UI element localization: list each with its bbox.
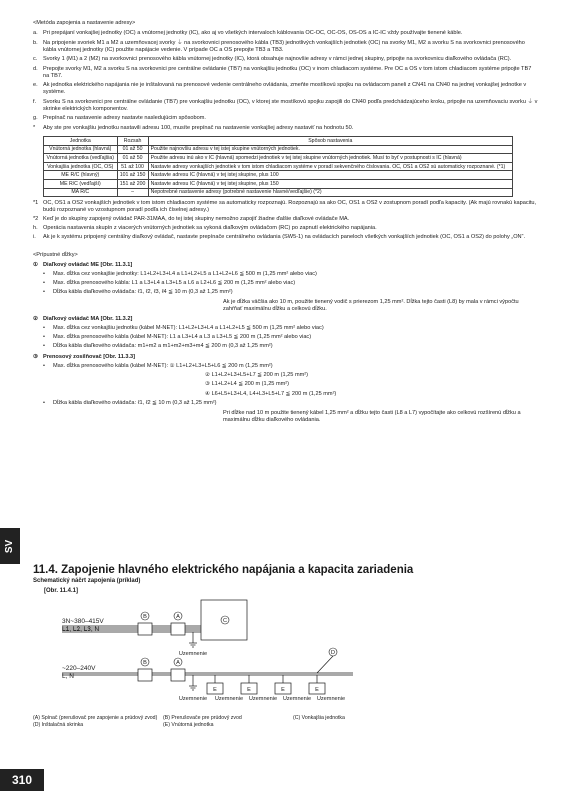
page-number: 310 <box>0 769 44 791</box>
supply2-lines: L, N <box>62 673 74 680</box>
instruction-text: Prepínač na nastavenie adresy nastavte nasledujúcim spôsobom. <box>43 115 206 122</box>
marker-e-2: E <box>247 687 251 693</box>
figure-tag: [Obr. 11.4.1] <box>44 588 79 594</box>
legend-item: (C) Vonkajšia jednotka <box>293 715 345 721</box>
ground-label-5: Uzemnenie <box>316 696 346 702</box>
instruction-label: g. <box>33 115 38 122</box>
legend-text: Vonkajšia jednotka <box>301 715 345 721</box>
note-text: Operácia nastavenia skupín z viacerých vnútorných jednotiek sa vykoná diaľkovým ovládačom (RC) po zapnutí elektrického napájania. <box>43 225 377 232</box>
address-table <box>43 136 513 197</box>
section-title <box>33 262 538 269</box>
instruction-label: e. <box>33 82 38 89</box>
marker-e-3: E <box>281 687 285 693</box>
instruction-item <box>33 99 538 113</box>
instruction-item <box>33 82 538 96</box>
legend-text: Inštalačná skrinka <box>41 722 84 728</box>
bullet-text: Max. dĺžka prenosového kábla: L1 a L3+L4 a L3+L5 a L6 a L2+L6 ≦ 200 m (1,25 mm² alebo viac) <box>53 280 296 287</box>
instruction-item <box>33 115 538 122</box>
bullet-dot: • <box>43 400 45 407</box>
marker-a-top: A <box>176 614 180 620</box>
table-header-cell: Spôsob nastavenia <box>148 136 512 145</box>
bullet-item <box>33 343 538 350</box>
table-cell: Použite adresu inú ako v IC (hlavná) spomedzi jednotiek v tej istej skupine vnútorných jednotiek. Musí to byť v postupnosti s IC (hlavná) <box>148 154 512 163</box>
ground-label-4: Uzemnenie <box>282 696 312 702</box>
table-row <box>44 154 513 163</box>
diagram-legend <box>33 715 503 729</box>
section-title-text: Diaľkový ovládač ME [Obr. 11.3.1] <box>43 261 133 268</box>
instruction-label: f. <box>33 98 37 105</box>
bullet-dot: • <box>43 289 45 296</box>
instruction-item <box>33 40 538 54</box>
note-text: OC, OS1 a OS2 vonkajších jednotiek v tom istom chladiacom systéme sa automaticky rozpoznajú. Rozpoznajú sa ako OC, OS1 a OS2 v zostupnom poradí podľa kapacity. (Ak majú rovnakú kapacitu, budú rozpoznané vo vzostupnom poradí podľa ich číselnej adresy.) <box>43 200 537 214</box>
note-label: h. <box>33 225 38 232</box>
note-text: Keď je do skupiny zapojený ovládač PAR-31MAA, do tej istej skupiny nemožno zapojiť žiadne ďalšie diaľkové ovládače MA. <box>43 216 350 223</box>
ground-label-1: Uzemnenie <box>178 696 208 702</box>
table-cell: 101 až 150 <box>117 171 148 180</box>
marker-e-4: E <box>315 687 319 693</box>
table-cell: Nastavte adresu IC (hlavná) v tej istej skupine, plus 100 <box>148 171 512 180</box>
amplifier-path: ② L1+L2+L3+L5+L7 ≦ 200 m (1,25 mm²) <box>205 371 308 378</box>
bullet-text: Max. dĺžka prenosového kábla (kábel M-NET): L1 a L3+L4 a L3 a L3+L5 ≦ 200 m (1,25 mm² alebo viac) <box>53 334 312 341</box>
bullet-item <box>33 325 538 332</box>
bullet-continuation: Pri dĺžke nad 10 m použite tienený kábel 1,25 mm² a dĺžku tejto časti (L8 a L7) vypočítajte ako celkovú rozšírenú dĺžku a maximálnu dĺžku diaľkového ovládania. <box>223 409 521 423</box>
bullet-text: Dĺžka kábla diaľkového ovládača: ℓ1, ℓ2, ℓ3, ℓ4 ≦ 10 m (0,3 až 1,25 mm²) <box>53 289 233 296</box>
legend-mark: B <box>164 715 169 721</box>
document-body <box>33 20 538 426</box>
instruction-item <box>33 30 538 37</box>
note-label: i. <box>33 234 36 241</box>
bullet-item <box>33 363 538 370</box>
legend-text: Spínač (prerušovač pre zapojenie a prúdový zvod) <box>41 715 158 721</box>
method-title: <Metóda zapojenia a nastavenie adresy> <box>33 20 136 26</box>
table-cell: 01 až 50 <box>117 154 148 163</box>
table-row <box>44 171 513 180</box>
marker-b-bottom: B <box>143 660 147 666</box>
note-item <box>33 200 538 214</box>
instruction-item <box>33 66 538 80</box>
lengths-title: <Prípustné dĺžky> <box>33 251 78 258</box>
note-text: Ak je k systému pripojený centrálny diaľkový ovládač, nastavte prepínače centrálneho ovládania (SW5-1) na ovládacích paneloch všetkých vonkajších jednotiek (OC, OS1 a OS2) do polohy „ON“. <box>43 234 526 241</box>
section-number: ③ <box>33 353 39 360</box>
bullet-text: Dĺžka kábla diaľkového ovládača: m1+m2 a m1+m2+m3+m4 ≦ 200 m (0,3 až 1,25 mm²) <box>53 343 273 350</box>
section-number: ② <box>33 315 39 322</box>
ground-label-2: Uzemnenie <box>214 696 244 702</box>
legend-row <box>33 715 503 722</box>
section-number: ① <box>33 261 39 268</box>
table-cell: ME R/C (hlavný) <box>44 171 118 180</box>
bullet-text: Max. dĺžka prenosového kábla (kábel M-NET): ① L1+L2+L3+L5+L6 ≦ 200 m (1,25 mm²) <box>53 362 273 369</box>
bullet-item <box>33 280 538 287</box>
table-cell: Použite najnovšiu adresu v tej istej skupine vnútorných jednotiek. <box>148 145 512 154</box>
table-cell: MA R/C <box>44 188 118 197</box>
notes-list <box>33 200 538 241</box>
table-row <box>44 188 513 197</box>
section-title-text: Diaľkový ovládač MA [Obr. 11.3.2] <box>43 315 133 322</box>
legend-item: (D) Inštalačná skrinka <box>33 722 84 728</box>
marker-a-bottom: A <box>176 660 180 666</box>
instruction-label: a. <box>33 30 38 37</box>
bullet-dot: • <box>43 343 45 350</box>
instruction-item <box>33 56 538 63</box>
marker-d: D <box>330 650 336 656</box>
instruction-text: Prepojte svorky M1, M2 a svorku S na svorkovnici pre centrálne ovládanie (TB7) na vonkajšiu jednotku (OC) v inom chladiacom systéme. Pre OC a OS v tom istom chladiacom systéme pripojte TB7 na TB7. <box>43 65 532 79</box>
legend-mark: E <box>164 722 169 728</box>
legend-mark: C <box>294 715 299 721</box>
table-cell: Vnútorná jednotka (vedľajšia) <box>44 154 118 163</box>
table-header-cell: Jednotka <box>44 136 118 145</box>
bullet-dot: • <box>43 280 45 287</box>
language-tab-label: SV <box>4 539 16 553</box>
instruction-text: Svorky 1 (M1) a 2 (M2) na svorkovnici prenosového kábla vnútornej jednotky (IC), ktorá obsahuje najnovšie adresy v rámci jednej skupiny, pripojte na svorkovnicu diaľkového ovládača (RC). <box>43 56 512 63</box>
note-item <box>33 216 538 223</box>
instruction-text: Ak jednotka elektrického napájania nie je inštalovaná na prenosové vedenie centrálneho ovládania, zmeňte mostíkovú spojku na ovládacom paneli z CN41 na CN40 na jednej vonkajšej jednotke v systéme. <box>43 82 527 96</box>
marker-e-1: E <box>213 687 217 693</box>
note-label: *1 <box>33 200 39 207</box>
bullet-text: Max. dĺžka cez vonkajšiu jednotku (kábel M-NET): L1+L2+L3+L4 a L1+L2+L5 ≦ 500 m (1,25 mm² alebo viac) <box>53 324 324 331</box>
supply1-voltage: 3N~380–415V <box>62 618 104 625</box>
legend-item: (E) Vnútorná jednotka <box>163 722 214 728</box>
bullet-item <box>33 289 538 296</box>
section-subheading: Schematický náčrt zapojenia (príklad) <box>33 578 141 584</box>
instruction-label: b. <box>33 39 38 46</box>
language-tab <box>0 528 20 564</box>
table-cell: Nepotrebné nastavenie adresy (potrebné nastavenie hlavné/vedľajšie) (*2) <box>148 188 512 197</box>
supply2-voltage: ~220–240V <box>62 665 96 672</box>
section-title-text: Prenosový zosilňovač [Obr. 11.3.3] <box>43 353 136 360</box>
legend-text: Prerušovače pre prúdový zvod <box>171 715 242 721</box>
table-header-cell: Rozsah <box>117 136 148 145</box>
bullet-item <box>33 271 538 278</box>
instruction-text: Pri prepájaní vonkajšej jednotky (OC) a vnútornej jednotky (IC), ako aj vo všetkých intervaloch káblovania OC-OC, OC-OS, OS-OS a IC-IC vždy používajte tienené káble. <box>43 30 463 37</box>
table-cell: 01 až 50 <box>117 145 148 154</box>
table-header-row <box>44 136 513 145</box>
marker-c: C <box>222 618 228 624</box>
note-label: *2 <box>33 216 39 223</box>
legend-mark: D <box>34 722 39 728</box>
marker-b-top: B <box>143 614 147 620</box>
table-row <box>44 179 513 188</box>
table-cell: Nastavte adresu IC (hlavná) v tej istej skupine, plus 150 <box>148 179 512 188</box>
bullet-item <box>33 334 538 341</box>
instruction-label: c. <box>33 56 38 63</box>
bullet-dot: • <box>43 362 45 369</box>
instruction-text: Aby ste pre vonkajšiu jednotku nastavili adresu 100, musíte prepínač na nastavenie vonkajšej adresy nastaviť na hodnotu 50. <box>43 124 354 131</box>
instruction-label: d. <box>33 65 38 72</box>
instruction-text: Svorku S na svorkovnici pre centrálne ovládanie (TB7) pre vonkajšiu jednotku (OC), v ktorej ste mostíkovú spojku zapojili do CN40 podľa predchádzajúceho kroku, pripojte na uzemňovaciu svorku ⏚ v skrinke elektrických komponentov. <box>43 98 538 112</box>
instruction-list <box>33 30 538 132</box>
note-item <box>33 234 538 241</box>
table-cell: ME R/C (vedľajší) <box>44 179 118 188</box>
table-row <box>44 162 513 171</box>
table-body <box>44 145 513 197</box>
note-item <box>33 225 538 232</box>
instruction-label: * <box>33 124 36 131</box>
wiring-diagram <box>33 598 413 708</box>
amplifier-path: ④ L6+L5+L3+L4, L4+L3+L5+L7 ≦ 200 m (1,25 mm²) <box>205 390 337 397</box>
bullet-text: Max. dĺžka cez vonkajšie jednotky: L1+L2+L3+L4 a L1+L2+L5 a L1+L2+L6 ≦ 500 m (1,25 mm² alebo viac) <box>53 270 317 277</box>
legend-mark: A <box>34 715 39 721</box>
instruction-item <box>33 125 538 132</box>
table-cell: Vnútorná jednotka (hlavná) <box>44 145 118 154</box>
table-cell: Vonkajšia jednotka (OC, OS) <box>44 162 118 171</box>
legend-row <box>33 722 503 729</box>
instruction-text: Na pripojenie svoriek M1 a M2 a uzemňovacej svorky ⏚ na svorkovnici prenosového kábla (TB3) jednotlivých vonkajších jednotiek (OC) na svorky M1, M2 a svorku S na svorkovnici prenosového kábla vnútornej jednotky (IC) použite napájacie vedenie. V prípade OC a OS prepojte TB3 a TB3. <box>43 39 525 53</box>
allowed-lengths <box>33 252 538 424</box>
bullet-continuation: Ak je dĺžka väčšia ako 10 m, použite tienený vodič s prierezom 1,25 mm². Dĺžka tejto časti (L8) by mala v rámci výpočtu zahŕňať maximálnu dĺžku a celkovú dĺžku. <box>223 298 519 312</box>
bullet-dot: • <box>43 270 45 277</box>
bullet-text: Dĺžka kábla diaľkového ovládača: ℓ1, ℓ2 ≦ 10 m (0,3 až 1,25 mm²) <box>53 400 217 407</box>
legend-text: Vnútorná jednotka <box>171 722 214 728</box>
section-title <box>33 354 538 361</box>
table-cell: 151 až 200 <box>117 179 148 188</box>
table-cell: 51 až 100 <box>117 162 148 171</box>
table-cell: Nastavte adresy vonkajších jednotiek v tom istom chladiacom systéme v poradí sekvenčného číslovania. OC, OS1 a OS2 sú automaticky rozpoznané. (*1) <box>148 162 512 171</box>
bullet-item <box>33 400 538 407</box>
section-heading: 11.4. Zapojenie hlavného elektrického napájania a kapacita zariadenia <box>33 564 414 576</box>
bullet-dot: • <box>43 324 45 331</box>
legend-item: (A) Spínač (prerušovač pre zapojenie a prúdový zvod) <box>33 715 158 721</box>
ground-label-top: Uzemnenie <box>178 651 208 657</box>
ground-label-3: Uzemnenie <box>248 696 278 702</box>
lengths-sections <box>33 262 538 424</box>
supply1-lines: L1, L2, L3, N <box>62 626 100 633</box>
table-cell: – <box>117 188 148 197</box>
amplifier-path: ③ L1+L2+L4 ≦ 200 m (1,25 mm²) <box>205 381 290 388</box>
table-row <box>44 145 513 154</box>
section-title <box>33 316 538 323</box>
legend-item: (B) Prerušovače pre prúdový zvod <box>163 715 242 721</box>
bullet-dot: • <box>43 334 45 341</box>
